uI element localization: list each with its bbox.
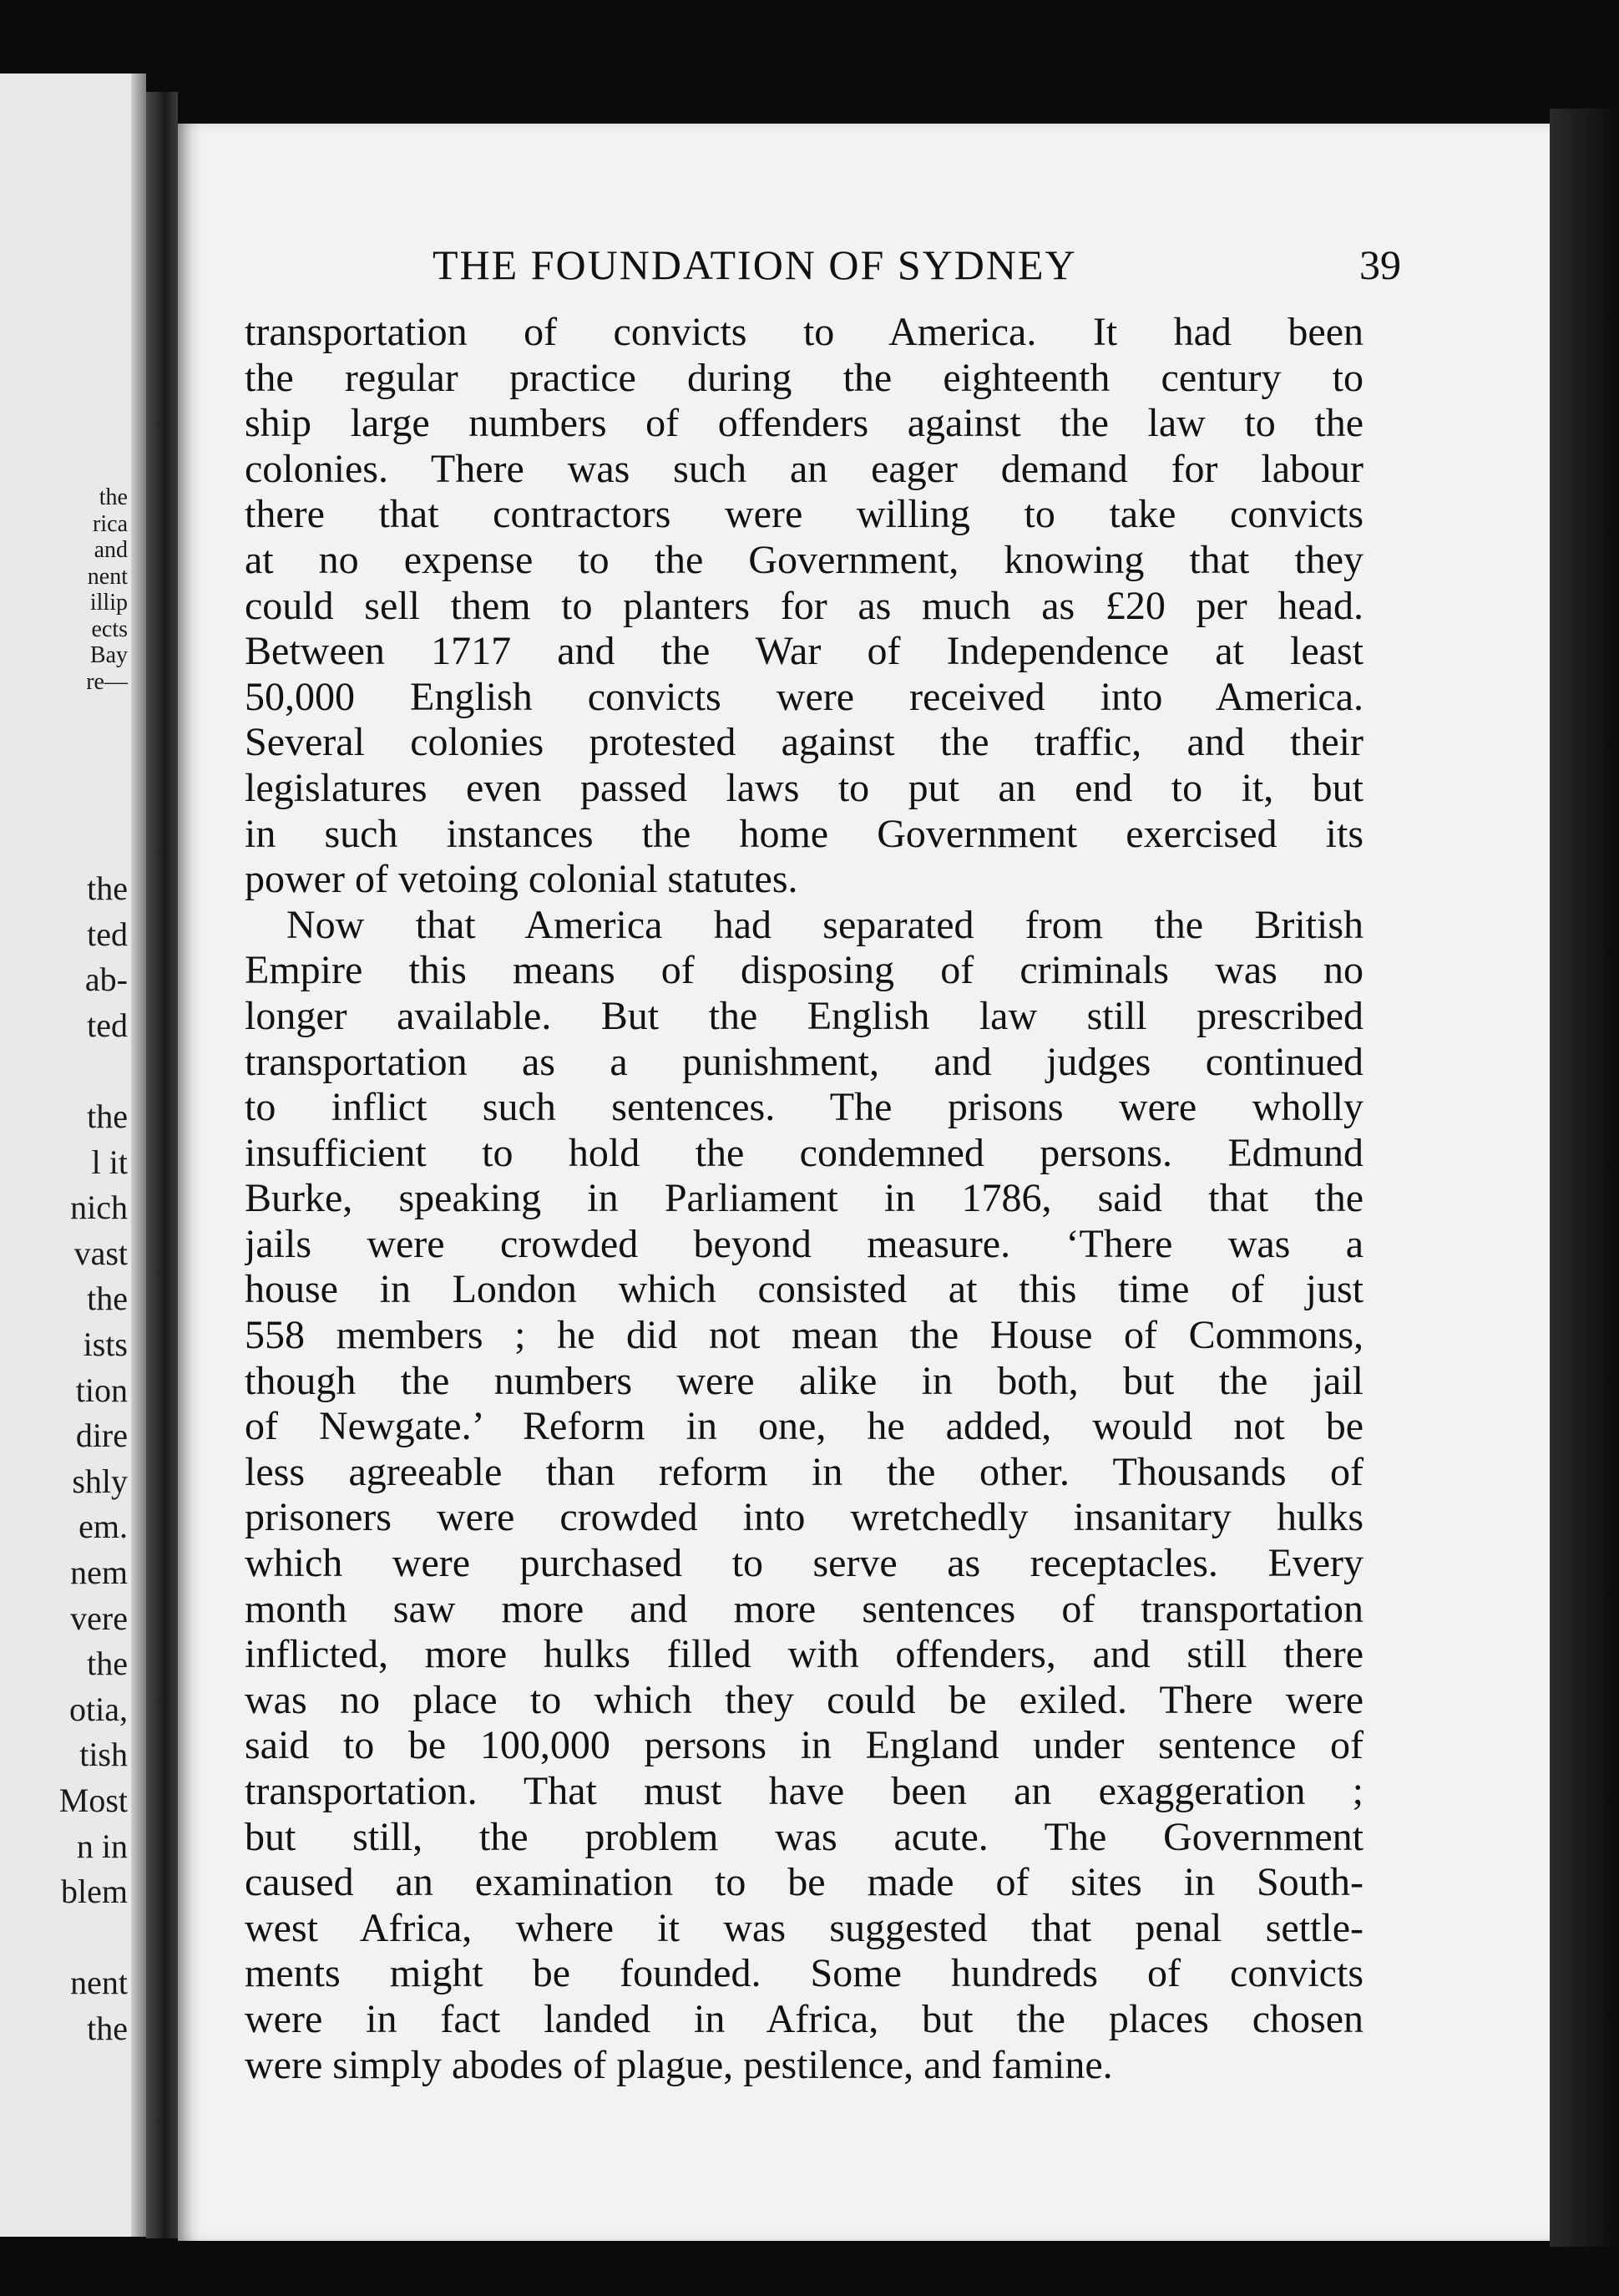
text-line: the regular practice during the eighteenth century to: [245, 355, 1364, 400]
previous-page-fragment: the: [87, 1280, 128, 1318]
text-line: month saw more and more sentences of transportation: [245, 1586, 1364, 1631]
previous-page-fragment: vast: [73, 1234, 128, 1272]
text-line: colonies. There was such an eager demand for labour: [245, 446, 1364, 491]
previous-page-fragment: nent: [87, 563, 128, 590]
text-line: 50,000 English convicts were received into America.: [245, 674, 1364, 719]
text-line: of Newgate.’ Reform in one, he added, would not be: [245, 1404, 1364, 1449]
text-line: but still, the problem was acute. The Government: [245, 1814, 1364, 1859]
text-line: could sell them to planters for as much as £20 per head.: [245, 583, 1364, 628]
text-line: Now that America had separated from the British: [286, 902, 1364, 947]
previous-page-fragment: illip: [89, 590, 128, 616]
previous-page-fragment: nich: [70, 1189, 128, 1227]
previous-page-fragment: tish: [79, 1736, 128, 1774]
previous-page-fragment: and: [94, 537, 128, 563]
text-line: ments might be founded. Some hundreds of convicts: [245, 1951, 1364, 1996]
text-line: house in London which consisted at this time of just: [245, 1267, 1364, 1312]
text-line: legislatures even passed laws to put an end to it, but: [245, 765, 1364, 810]
previous-page-fragment: ted: [87, 1006, 128, 1044]
text-line: Empire this means of disposing of criminals was no: [245, 948, 1364, 993]
previous-page-fragment: rica: [93, 510, 128, 537]
page-gutter-shadow: [131, 73, 146, 2237]
previous-page-fragment: ab-: [84, 960, 128, 999]
previous-page-fragment: the: [87, 1645, 128, 1683]
previous-page-fragment: re—: [86, 668, 128, 695]
book-binding-edge: [146, 92, 178, 2238]
text-line: were in fact landed in Africa, but the places chosen: [245, 1996, 1364, 2041]
previous-page-fragment: Most: [58, 1782, 128, 1819]
previous-page-fragment: l it: [91, 1143, 128, 1181]
paragraph-2: [245, 903, 1364, 2088]
paragraph-1: [245, 310, 1364, 903]
text-line: which were purchased to serve as receptacles. Every: [245, 1541, 1364, 1586]
text-line: was no place to which they could be exiled. There were: [245, 1677, 1364, 1722]
text-line: Several colonies protested against the traffic, and their: [245, 720, 1364, 765]
text-line: caused an examination to be made of sites in South-: [245, 1860, 1364, 1905]
previous-page-fragment: nent: [70, 1964, 128, 2002]
text-line: in such instances the home Government exercised its: [245, 811, 1364, 856]
text-line: said to be 100,000 persons in England under sentence of: [245, 1723, 1364, 1768]
previous-page-fragment: Bay: [89, 642, 128, 668]
text-line: transportation as a punishment, and judges continued: [245, 1039, 1364, 1084]
previous-page-fragment: otia,: [69, 1690, 128, 1728]
previous-page-fragment: nem: [70, 1553, 128, 1591]
previous-page-fragment: the: [87, 2010, 128, 2047]
previous-page-fragment: the: [99, 484, 128, 510]
text-line: there that contractors were willing to take convicts: [245, 492, 1364, 537]
previous-page: [0, 73, 146, 2237]
text-line: though the numbers were alike in both, but the jail: [245, 1358, 1364, 1403]
text-line: were simply abodes of plague, pestilence, and famine.: [245, 2042, 1113, 2087]
text-line: west Africa, where it was suggested that penal settle-: [245, 1905, 1364, 1950]
text-line: ship large numbers of offenders against the law to the: [245, 401, 1364, 446]
previous-page-fragment: n in: [76, 1827, 128, 1865]
text-line: 558 members ; he did not mean the House of Commons,: [245, 1313, 1364, 1358]
text-line: transportation of convicts to America. It had been: [245, 310, 1364, 354]
text-line: transportation. That must have been an exaggeration ;: [245, 1769, 1364, 1813]
text-line: to inflict such sentences. The prisons were wholly: [245, 1085, 1364, 1130]
page-header: [178, 241, 1550, 307]
previous-page-fragment: em.: [78, 1508, 128, 1546]
body-text: [245, 310, 1364, 2088]
previous-page-fragment: ists: [83, 1325, 128, 1363]
previous-page-fragment: dire: [75, 1417, 128, 1455]
text-line: power of vetoing colonial statutes.: [245, 857, 798, 902]
running-title: THE FOUNDATION OF SYDNEY: [433, 241, 1077, 288]
previous-page-fragment: blem: [61, 1873, 128, 1911]
page-number: 39: [1359, 241, 1401, 288]
page-bottom-shadow: [178, 2241, 1550, 2296]
previous-page-fragment: shly: [72, 1462, 128, 1500]
text-line: insufficient to hold the condemned persons. Edmund: [245, 1130, 1364, 1175]
previous-page-fragment: ted: [87, 915, 128, 953]
previous-page-fragment: the: [87, 869, 128, 907]
right-page-edge-shadow: [1550, 109, 1619, 2247]
text-line: Burke, speaking in Parliament in 1786, said that the: [245, 1176, 1364, 1221]
text-line: inflicted, more hulks filled with offenders, and still there: [245, 1632, 1364, 1677]
previous-page-fragment: ects: [91, 616, 128, 642]
text-line: longer available. But the English law still prescribed: [245, 993, 1364, 1038]
text-line: less agreeable than reform in the other. Thousands of: [245, 1449, 1364, 1494]
text-line: jails were crowded beyond measure. ‘There was a: [245, 1221, 1364, 1266]
previous-page-fragment: tion: [75, 1371, 128, 1409]
page-39: [178, 124, 1550, 2241]
text-line: at no expense to the Government, knowing that they: [245, 537, 1364, 582]
previous-page-fragment: the: [87, 1097, 128, 1135]
text-line: prisoners were crowded into wretchedly insanitary hulks: [245, 1495, 1364, 1540]
text-line: Between 1717 and the War of Independence at least: [245, 629, 1364, 674]
previous-page-fragment: vere: [70, 1599, 128, 1637]
